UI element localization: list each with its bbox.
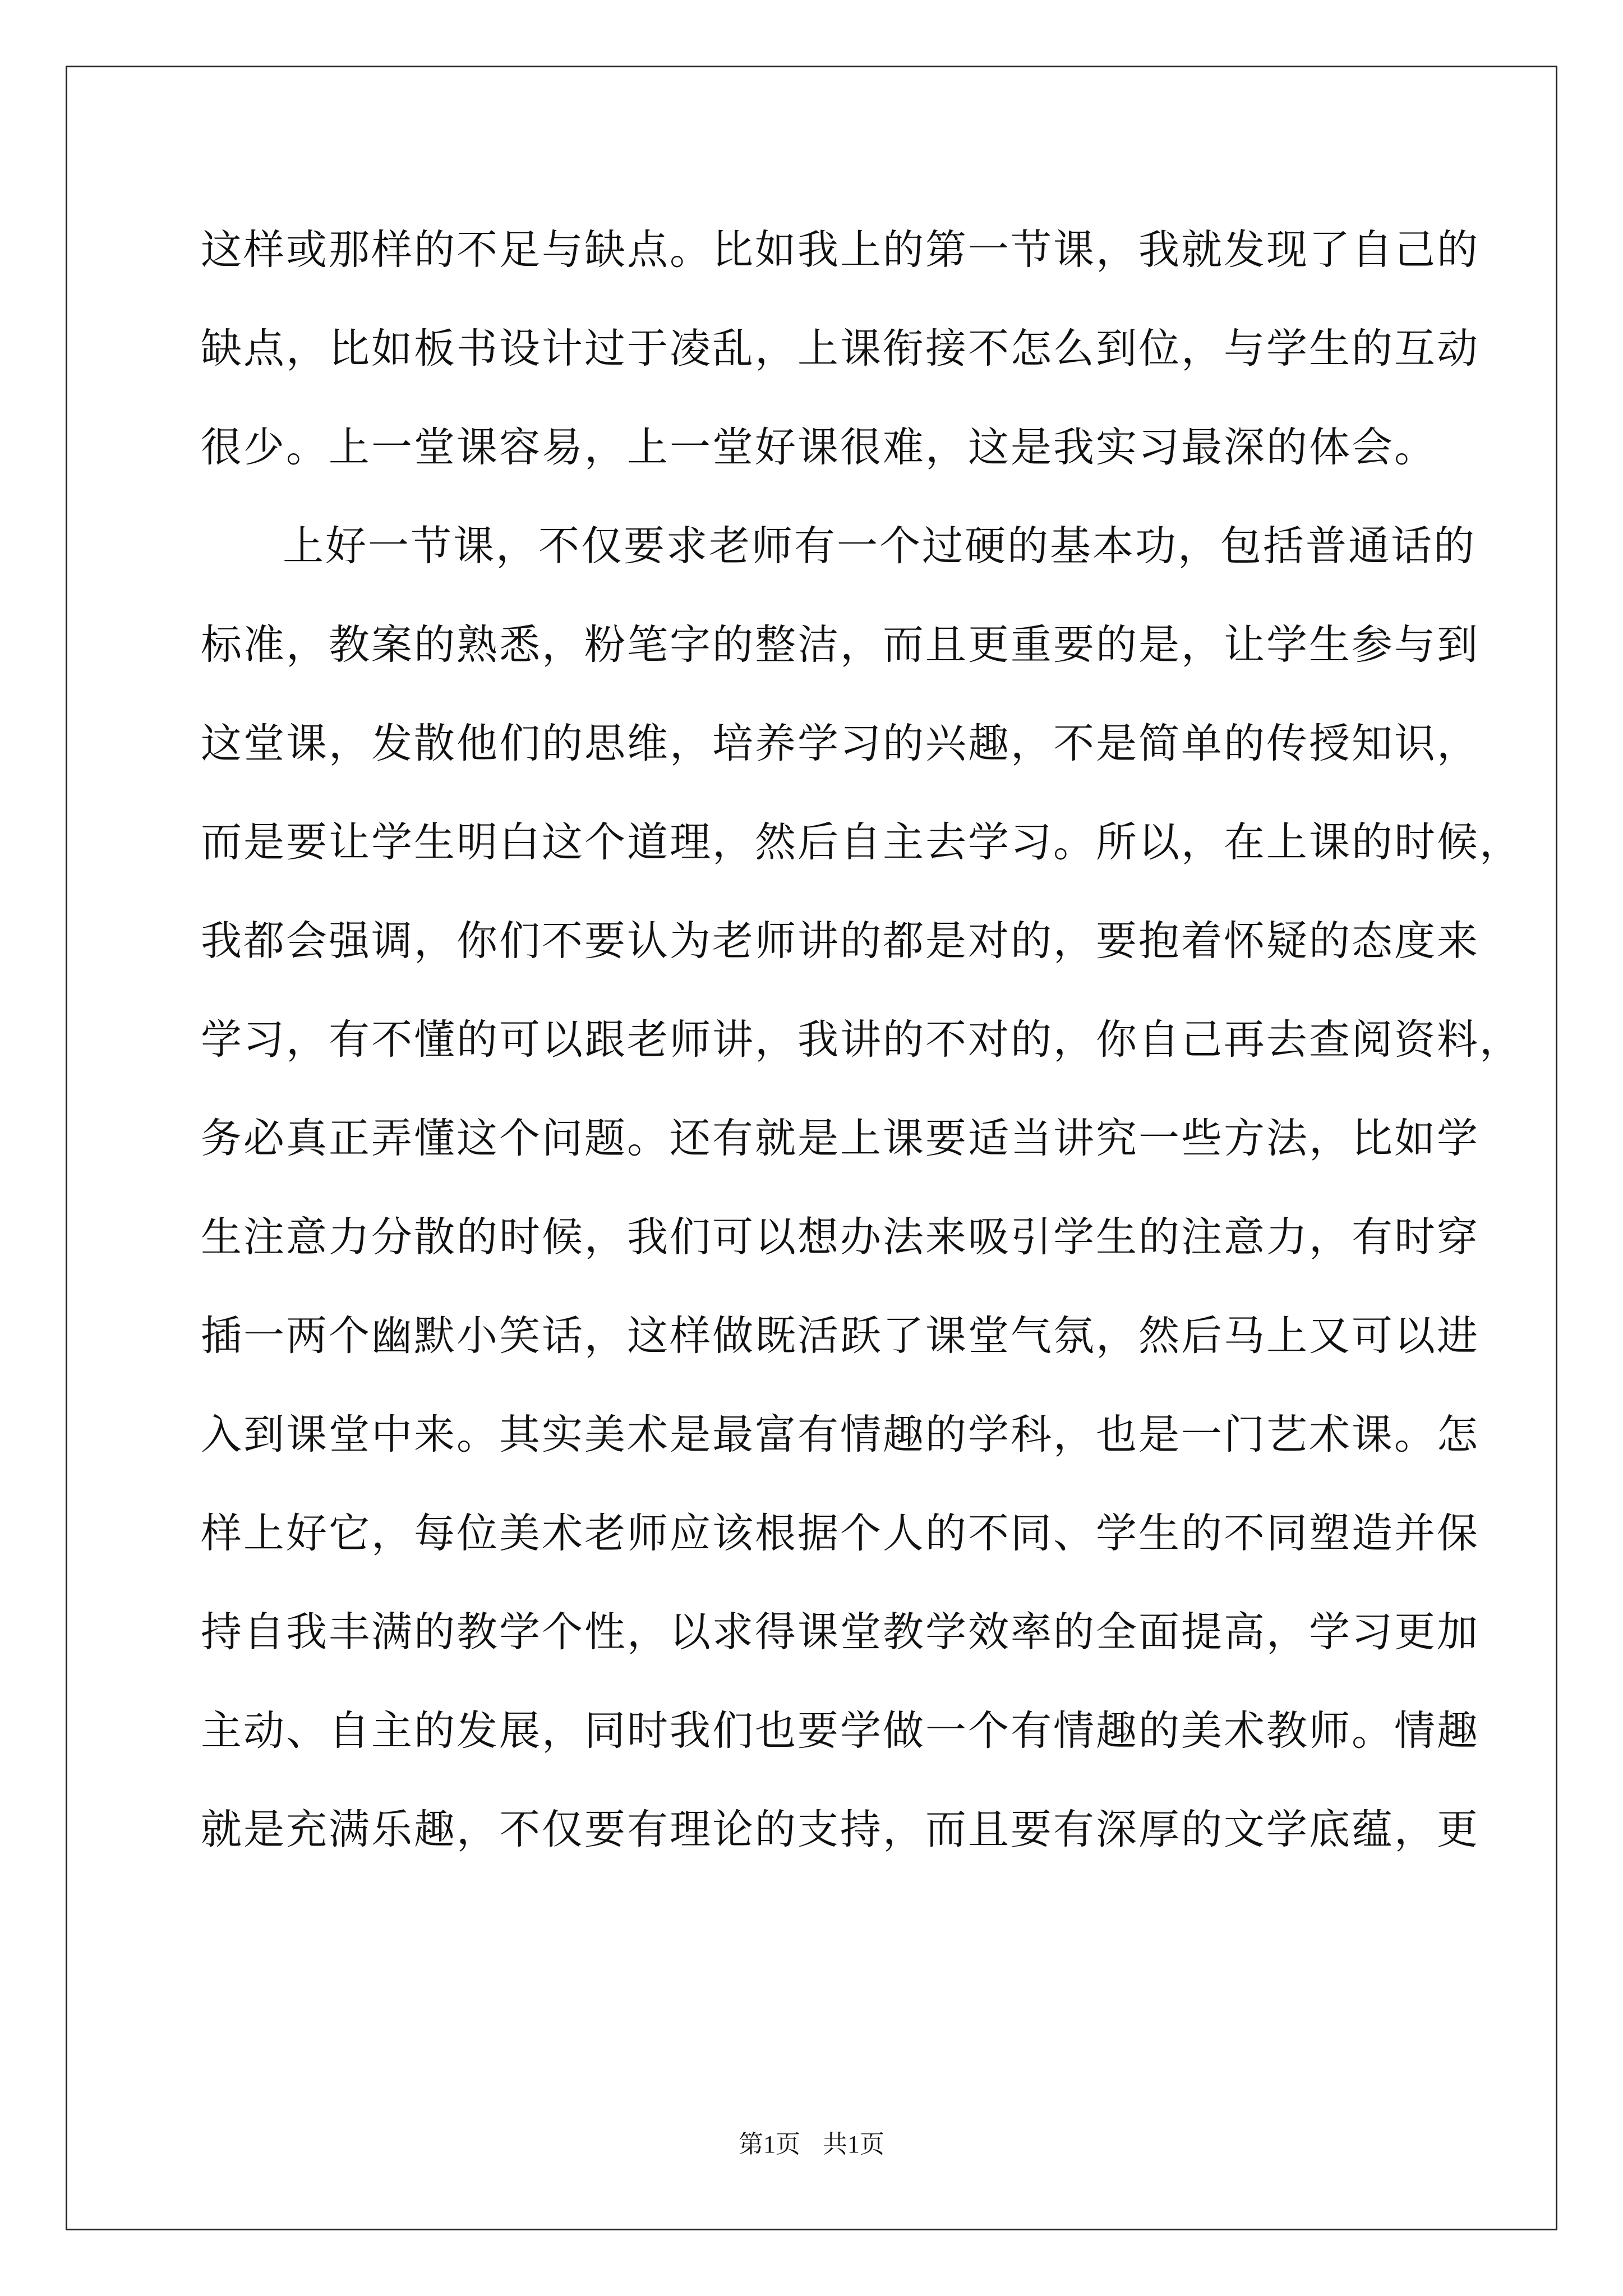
text-line: 很少。上一堂课容易，上一堂好课很难，这是我实习最深的体会。 — [201, 424, 1437, 471]
text-line: 就是充满乐趣，不仅要有理论的支持，而且要有深厚的文学底蕴，更 — [201, 1806, 1479, 1853]
text-line: 缺点，比如板书设计过于凌乱，上课衔接不怎么到位，与学生的互动 — [201, 325, 1479, 372]
text-line: 务必真正弄懂这个问题。还有就是上课要适当讲究一些方法，比如学 — [201, 1115, 1479, 1162]
text-line: 持自我丰满的教学个性，以求得课堂教学效率的全面提高，学习更加 — [201, 1608, 1479, 1656]
text-line: 入到课堂中来。其实美术是最富有情趣的学科，也是一门艺术课。怎 — [201, 1411, 1479, 1458]
text-line: 样上好它，每位美术老师应该根据个人的不同、学生的不同塑造并保 — [201, 1510, 1479, 1557]
page-number: 第1页 — [739, 2131, 800, 2158]
page-footer — [0, 2128, 1623, 2161]
text-line: 我都会强调，你们不要认为老师讲的都是对的，要抱着怀疑的态度来 — [201, 917, 1479, 965]
paragraph-start-line: 上好一节课，不仅要求老师有一个过硬的基本功，包括普通话的 — [283, 522, 1476, 570]
text-line: 插一两个幽默小笑话，这样做既活跃了课堂气氛，然后马上又可以进 — [201, 1312, 1479, 1360]
text-line: 这堂课，发散他们的思维，培养学习的兴趣，不是简单的传授知识， — [201, 720, 1479, 767]
text-line: 这样或那样的不足与缺点。比如我上的第一节课，我就发现了自己的 — [201, 226, 1479, 274]
text-line: 而是要让学生明白这个道理，然后自主去学习。所以，在上课的时候， — [201, 818, 1522, 866]
text-line: 主动、自主的发展，同时我们也要学做一个有情趣的美术教师。情趣 — [201, 1707, 1479, 1755]
document-body — [201, 201, 1522, 1879]
text-line: 生注意力分散的时候，我们可以想办法来吸引学生的注意力，有时穿 — [201, 1213, 1479, 1261]
text-line: 学习，有不懂的可以跟老师讲，我讲的不对的，你自己再去查阅资料， — [201, 1016, 1522, 1064]
page-count: 共1页 — [823, 2131, 884, 2158]
text-line: 标准，教案的熟悉，粉笔字的整洁，而且更重要的是，让学生参与到 — [201, 621, 1479, 669]
